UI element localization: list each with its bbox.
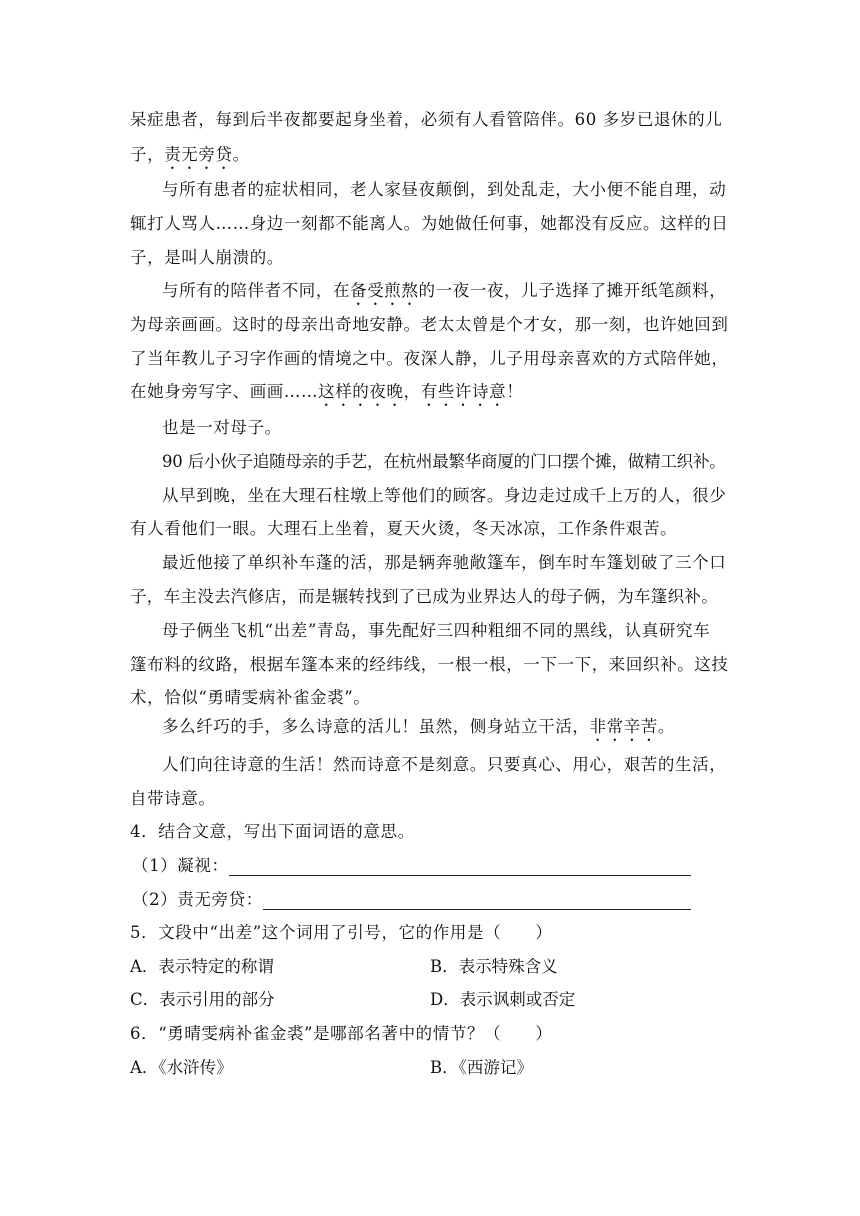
text-span: ， [403,382,421,401]
answer-blank[interactable] [229,859,691,876]
passage-line: 子，是叫人崩溃的。 [130,248,284,267]
passage-line [130,145,250,173]
question-4: 4．结合文意，写出下面词语的意思。 [130,822,415,841]
text-span: 与所有的陪伴者不同，在 [162,281,351,300]
passage-line: 篷布料的纹路，根据车篷本来的经纬线，一根一根，一下一下，来回织补。这技 [130,655,729,674]
passage-line [162,717,675,745]
question-4-2 [132,890,691,910]
passage-line: 呆症患者，每到后半夜都要起身坐着，必须有人看管陪伴。60 多岁已退休的儿 [130,110,723,129]
passage-line [162,281,726,309]
passage-line: 从早到晚，坐在大理石柱墩上等他们的顾客。身边走过成千上万的人，很少 [162,486,727,505]
emphasized-text: 责无旁贷 [164,145,233,164]
emphasized-text: 有些许诗意 [420,382,507,401]
passage-line: 与所有患者的症状相同，老人家昼夜颠倒，到处乱走，大小便不能自理，动 [162,180,727,199]
option-b[interactable]: B．表示特殊含义 [430,957,558,976]
text-span: 。 [232,145,250,164]
passage-line: 子，车主没去汽修店，而是辗转找到了已成为业界达人的母子俩，为车篷织补。 [130,587,718,606]
passage-line: 90 后小伙子追随母亲的手艺，在杭州最繁华商厦的门口摆个摊，做精工织补。 [162,452,726,471]
option-d[interactable]: D．表示讽刺或否定 [430,990,576,1009]
option-a[interactable]: A．《水浒传》 [130,1058,233,1077]
passage-line: 人们向往诗意的生活！然而诗意不是刻意。只要真心、用心，艰苦的生活， [162,755,727,774]
option-c[interactable]: C．表示引用的部分 [130,990,275,1009]
passage-line: 辄打人骂人……身边一刻都不能离人。为她做任何事，她都没有反应。这样的日 [130,214,729,233]
option-b[interactable]: B．《西游记》 [430,1058,533,1077]
passage-line: 母子俩坐飞机“出差”青岛，事先配好三四种粗细不同的黑线，认真研究车 [162,621,711,640]
passage-line: 最近他接了单织补车蓬的活，那是辆奔驰敞篷车，倒车时车篷划破了三个口 [162,553,727,572]
emphasized-text: 非常辛苦 [589,717,658,736]
question-4-1 [132,856,691,876]
passage-line: 为母亲画画。这时的母亲出奇地安静。老太太曾是个才女，那一刻，也许她回到 [130,315,729,334]
text-span: 多么纤巧的手，多么诗意的活儿！虽然，侧身站立干活， [162,717,590,736]
text-span: 。 [657,717,676,736]
text-span: ！ [506,382,524,401]
passage-line: 也是一对母子。 [162,418,282,437]
text-span: 在她身旁写字、画画…… [130,382,319,401]
question-6: 6．“勇晴雯病补雀金裘”是哪部名著中的情节？（ ） [130,1024,553,1043]
emphasized-text: 这样的夜晚 [318,382,404,401]
passage-line: 自带诗意。 [130,789,216,808]
question-label: （2）责无旁贷： [132,890,263,909]
emphasized-text: 备受煎熬 [350,281,419,300]
text-span: 的一夜一夜，儿子选择了摊开纸笔颜料， [418,281,727,300]
answer-blank[interactable] [263,893,691,910]
passage-line [130,382,523,410]
passage-line: 了当年教儿子习字作画的情境之中。夜深人静，儿子用母亲喜欢的方式陪伴她， [130,349,729,368]
question-label: （1）凝视： [132,856,229,875]
passage-line: 有人看他们一眼。大理石上坐着，夏天火烫，冬天冰凉，工作条件艰苦。 [130,519,678,538]
passage-line: 术，恰似“勇晴雯病补雀金裘”。 [130,688,371,707]
option-a[interactable]: A．表示特定的称谓 [130,957,274,976]
text-span: 子， [130,145,165,164]
question-5: 5．文段中“出差”这个词用了引号，它的作用是（ ） [130,923,553,942]
